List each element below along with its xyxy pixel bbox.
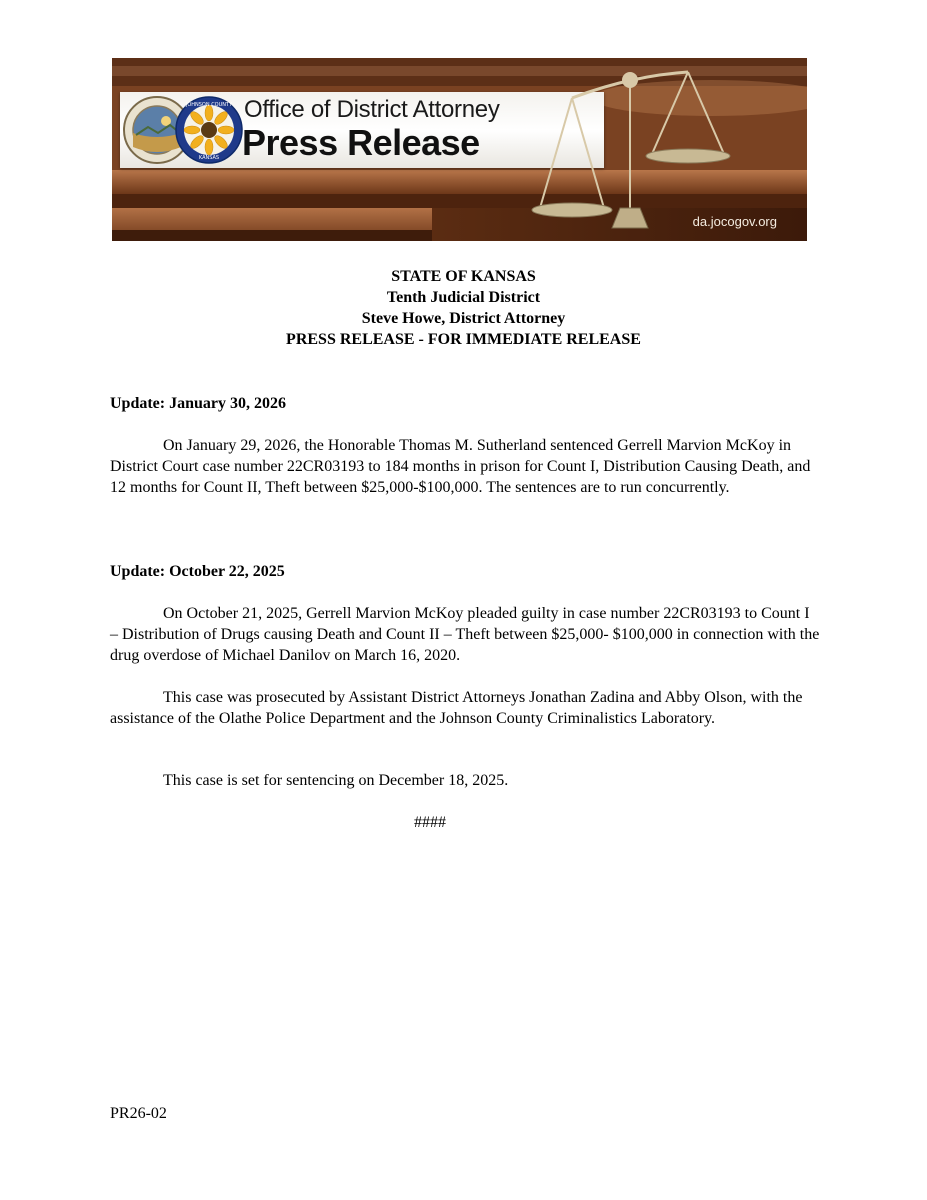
end-marks: ####	[414, 814, 446, 831]
update-paragraph: On January 29, 2026, the Honorable Thomas M. Sutherland sentenced Gerrell Marvion McKoy in District Court case number 22CR03193 to 184 months in prison for Count I, Distribution Causing Death, and 12 months for Count II, Theft between $25,000-$100,000. The sentences are to run concurrently.	[110, 437, 811, 496]
header-release-type: PRESS RELEASE - FOR IMMEDIATE RELEASE	[286, 331, 641, 348]
press-release-title: Press Release	[242, 122, 480, 163]
header-state: STATE OF KANSAS	[391, 268, 536, 285]
press-release-banner	[112, 58, 807, 241]
update-heading: Update: January 30, 2026	[110, 395, 287, 412]
seal-text-bottom: KANSAS	[198, 155, 220, 161]
johnson-county-sunflower-seal-icon	[174, 95, 244, 165]
header-district: Tenth Judicial District	[386, 289, 541, 306]
update-paragraph: This case is set for sentencing on December 18, 2025.	[163, 772, 509, 789]
update-paragraph: On October 21, 2025, Gerrell Marvion McKoy pleaded guilty in case number 22CR03193 to Count I – Distribution of Drugs causing Death and Count II – Theft between $25,000- $100,000 in connection with the drug overdose of Michael Danilov on March 16, 2020.	[110, 605, 820, 664]
office-title: Office of District Attorney	[244, 96, 500, 123]
website-url: da.jocogov.org	[692, 214, 777, 229]
release-header	[0, 266, 927, 350]
update-paragraph: This case was prosecuted by Assistant District Attorneys Jonathan Zadina and Abby Olson, with the assistance of the Olathe Police Department and the Johnson County Criminalistics Laboratory.	[110, 689, 803, 727]
seal-text-top: JOHNSON COUNTY	[185, 102, 233, 108]
header-attorney: Steve Howe, District Attorney	[361, 310, 566, 327]
document-id: PR26-02	[110, 1105, 167, 1122]
update-heading: Update: October 22, 2025	[110, 563, 285, 580]
